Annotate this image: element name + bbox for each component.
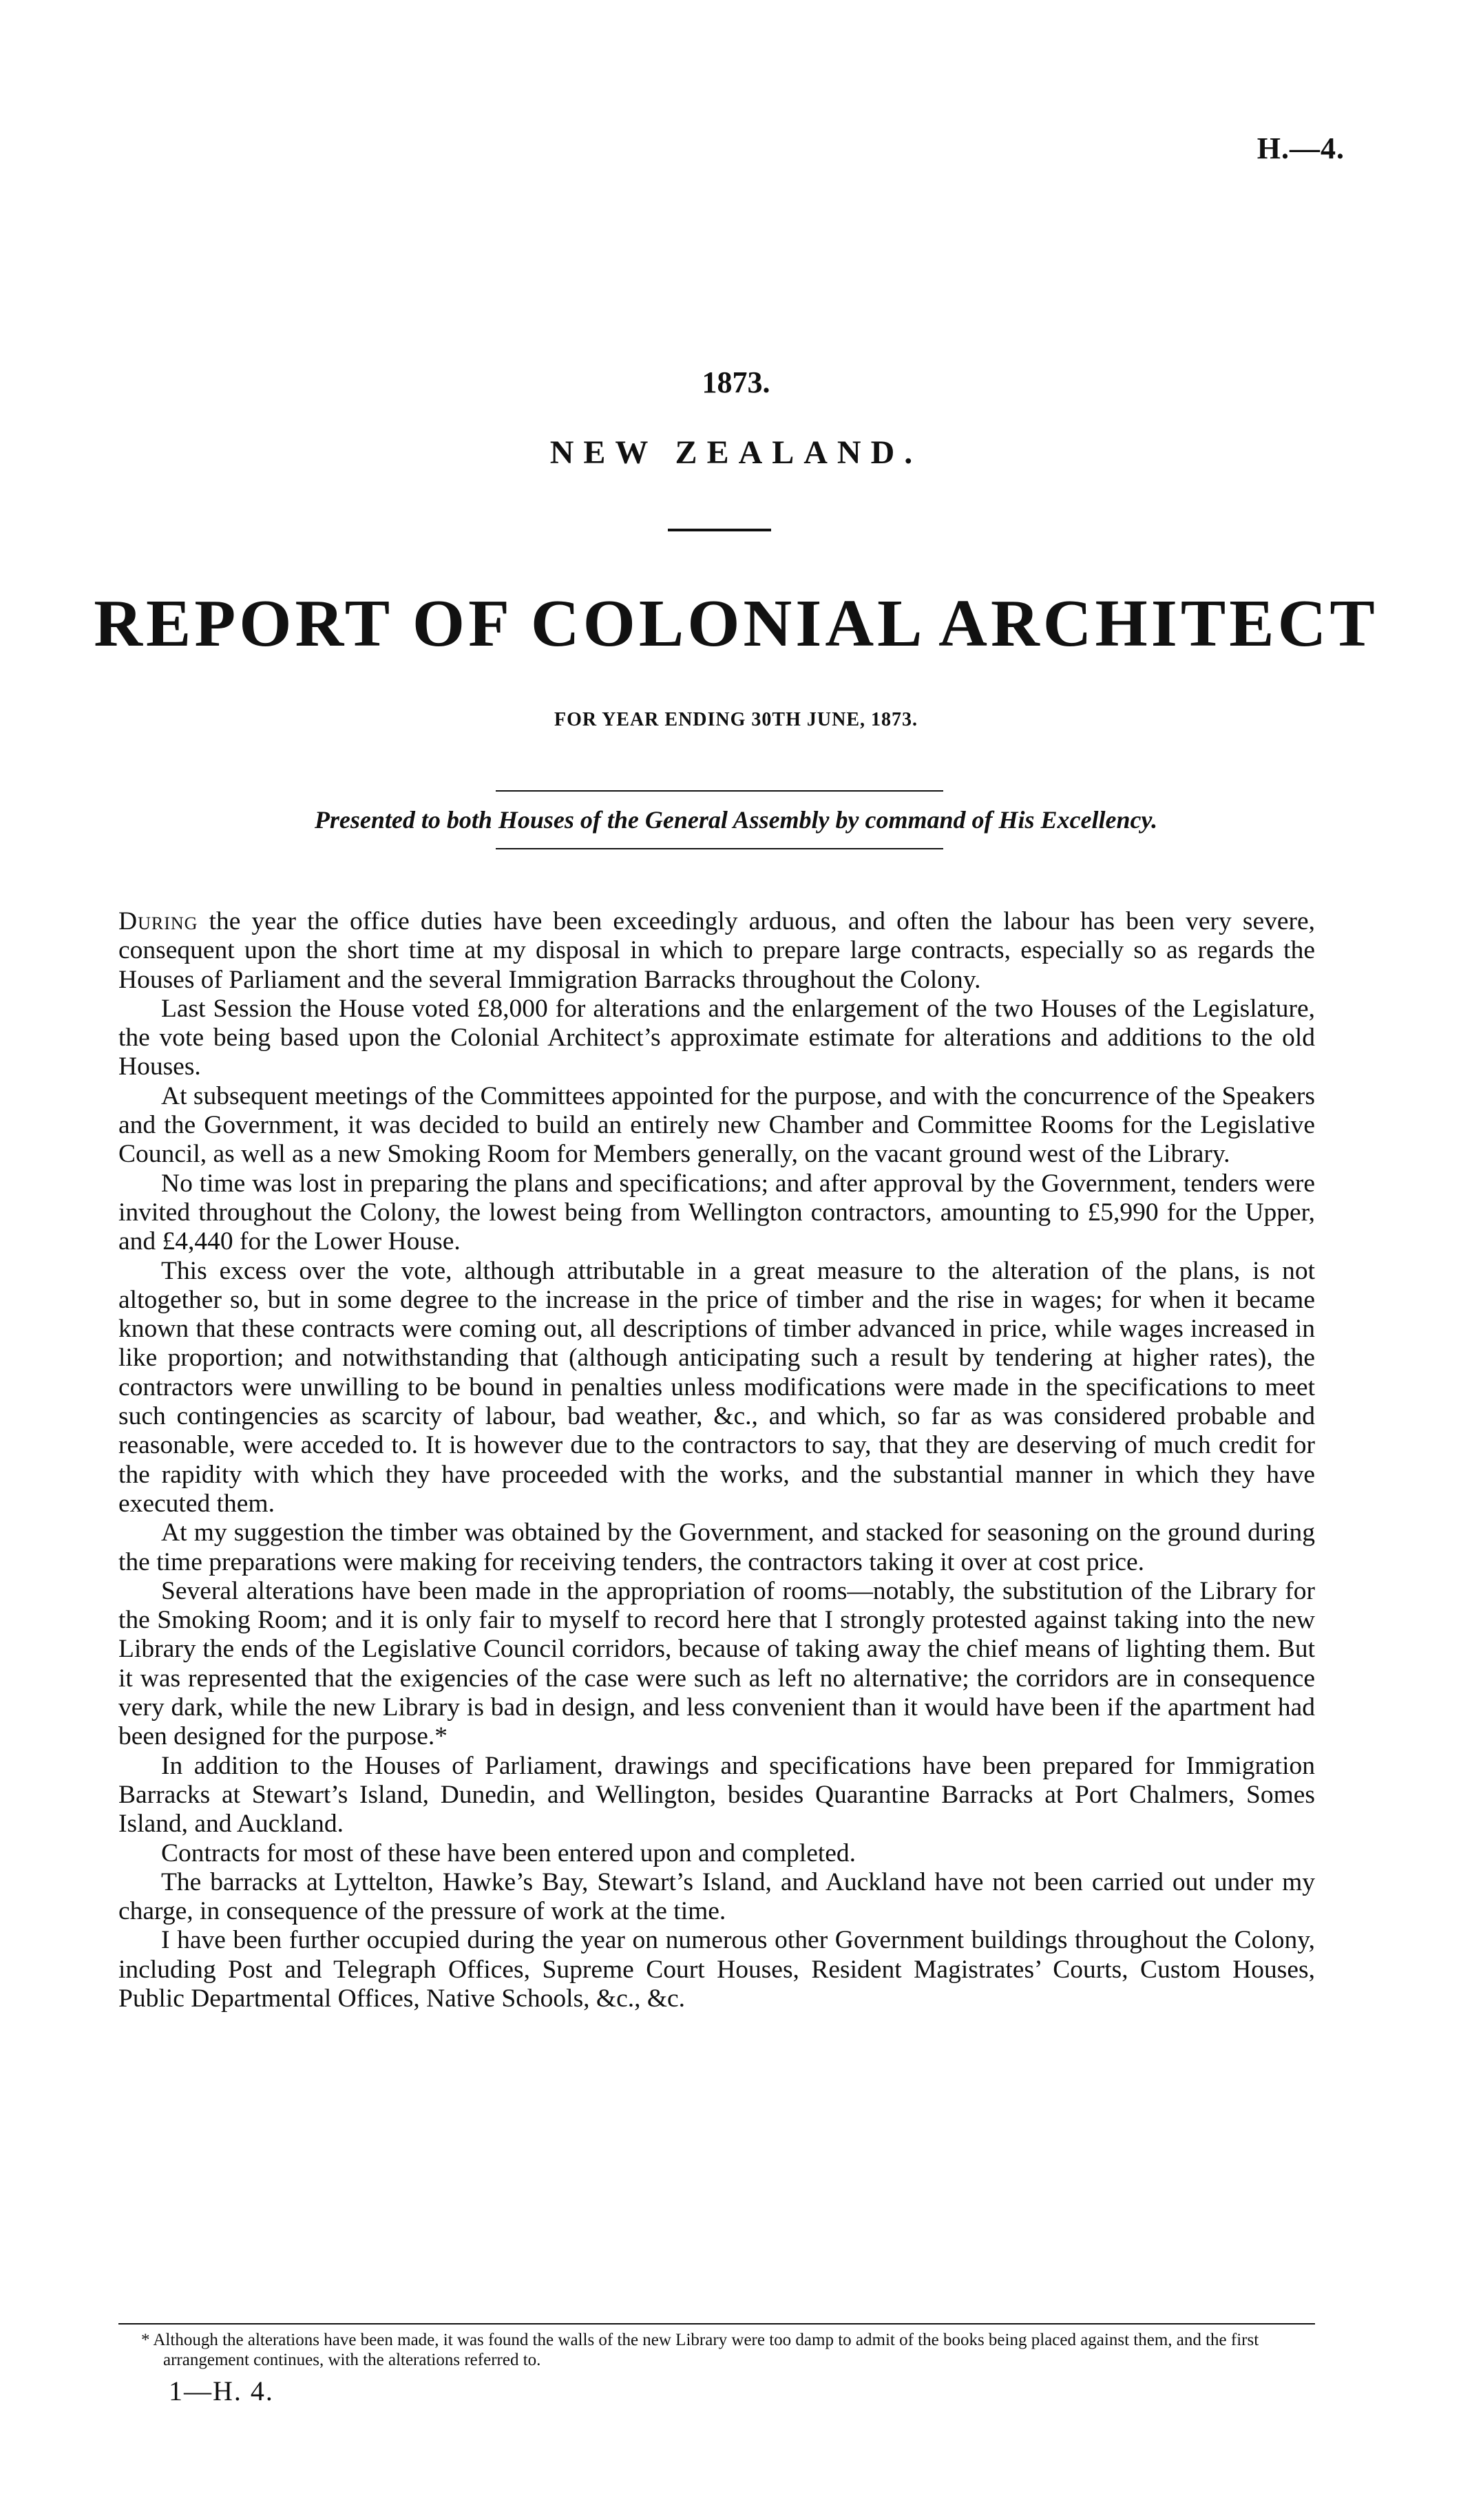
presented-line: Presented to both Houses of the General Assembly by command of His Excellency. [314, 806, 1158, 834]
presented-bottom-rule [496, 848, 943, 849]
paragraph-opening [118, 907, 1315, 995]
opening-text: the year the office duties have been exceedingly arduous, and often the labour has been very severe, consequent upon the short time at my disposal in which to prepare large contracts, especially so as regards the Houses of Parliament and the several Immigration Barracks throughout the Colony. [118, 907, 1315, 994]
paragraph: I have been further occupied during the year on numerous other Government buildings throughout the Colony, including Post and Telegraph Offices, Supreme Court Houses, Resident Magistrates’ Courts, Custom Houses, Public Departmental Offices, Native Schools, &c., &c. [118, 1926, 1315, 2013]
document-reference: H.—4. [1257, 131, 1345, 165]
paragraph: Last Session the House voted £8,000 for alterations and the enlargement of the two Houses of the Legislature, the vote being based upon the Colonial Architect’s approximate estimate for alterations and additions to the old Houses. [118, 994, 1315, 1081]
footnote-rule [118, 2323, 1315, 2325]
page-signature: 1—H. 4. [169, 2375, 274, 2406]
paragraph: At my suggestion the timber was obtained by the Government, and stacked for seasoning on the ground during the time preparations were making for receiving tenders, the contractors taking it over at cost price. [118, 1518, 1315, 1576]
paragraph: Contracts for most of these have been entered upon and completed. [161, 1839, 856, 1867]
paragraph: At subsequent meetings of the Committees appointed for the purpose, and with the concurrence of the Speakers and the Government, it was decided to build an entirely new Chamber and Committee Rooms for the Legislative Council, as well as a new Smoking Room for Members generally, on the vacant ground west of the Library. [118, 1081, 1315, 1169]
opening-word: During [118, 907, 198, 935]
paragraph: This excess over the vote, although attributable in a great measure to the alteration of the plans, is not altogether so, but in some degree to the increase in the price of timber and the rise in wages; for when it became known that these contracts were coming out, all descriptions of timber advanced in price, while wages increased in like proportion; and notwithstanding that (although anticipating such a result by tendering at higher rates), the contractors were unwilling to be bound in penalties unless modifications were made in the specifications to meet such contingencies as scarcity of labour, bad weather, &c., and which, so far as was considered probable and reasonable, were acceded to. It is however due to the contractors to say, that they are deserving of much credit for the rapidity with which they have proceeded with the works, and the substantial manner in which they have executed them. [118, 1256, 1315, 1518]
paragraph: No time was lost in preparing the plans and specifications; and after approval by the Government, tenders were invited throughout the Colony, the lowest being from Wellington contractors, amounting to £5,990 for the Upper, and £4,440 for the Lower House. [118, 1169, 1315, 1256]
report-body [118, 907, 1315, 2013]
presented-top-rule [496, 790, 943, 792]
country-heading: NEW ZEALAND. [549, 434, 923, 471]
title-divider [668, 529, 771, 531]
paragraph: The barracks at Lyttelton, Hawke’s Bay, Stewart’s Island, and Auckland have not been carried out under my charge, in consequence of the pressure of work at the time. [118, 1867, 1315, 1926]
report-subtitle: FOR YEAR ENDING 30TH JUNE, 1873. [554, 709, 918, 730]
document-year: 1873. [702, 366, 770, 399]
report-title: REPORT OF COLONIAL ARCHITECT [94, 586, 1378, 661]
footnote: * Although the alterations have been made, it was found the walls of the new Library were too damp to admit of the books being placed against them, and the first arrangement continues, with the alterations referred to. [141, 2331, 1259, 2369]
paragraph: In addition to the Houses of Parliament, drawings and specifications have been prepared for Immigration Barracks at Stewart’s Island, Dunedin, and Wellington, besides Quarantine Barracks at Port Chalmers, Somes Island, and Auckland. [118, 1751, 1315, 1839]
paragraph: Several alterations have been made in the appropriation of rooms—notably, the substitution of the Library for the Smoking Room; and it is only fair to myself to record here that I strongly protested against taking into the new Library the ends of the Legislative Council corridors, because of taking away the chief means of lighting them. But it was represented that the exigencies of the case were such as left no alternative; the corridors are in consequence very dark, while the new Library is bad in design, and less convenient than it would have been if the apartment had been designed for the purpose.* [118, 1576, 1315, 1751]
